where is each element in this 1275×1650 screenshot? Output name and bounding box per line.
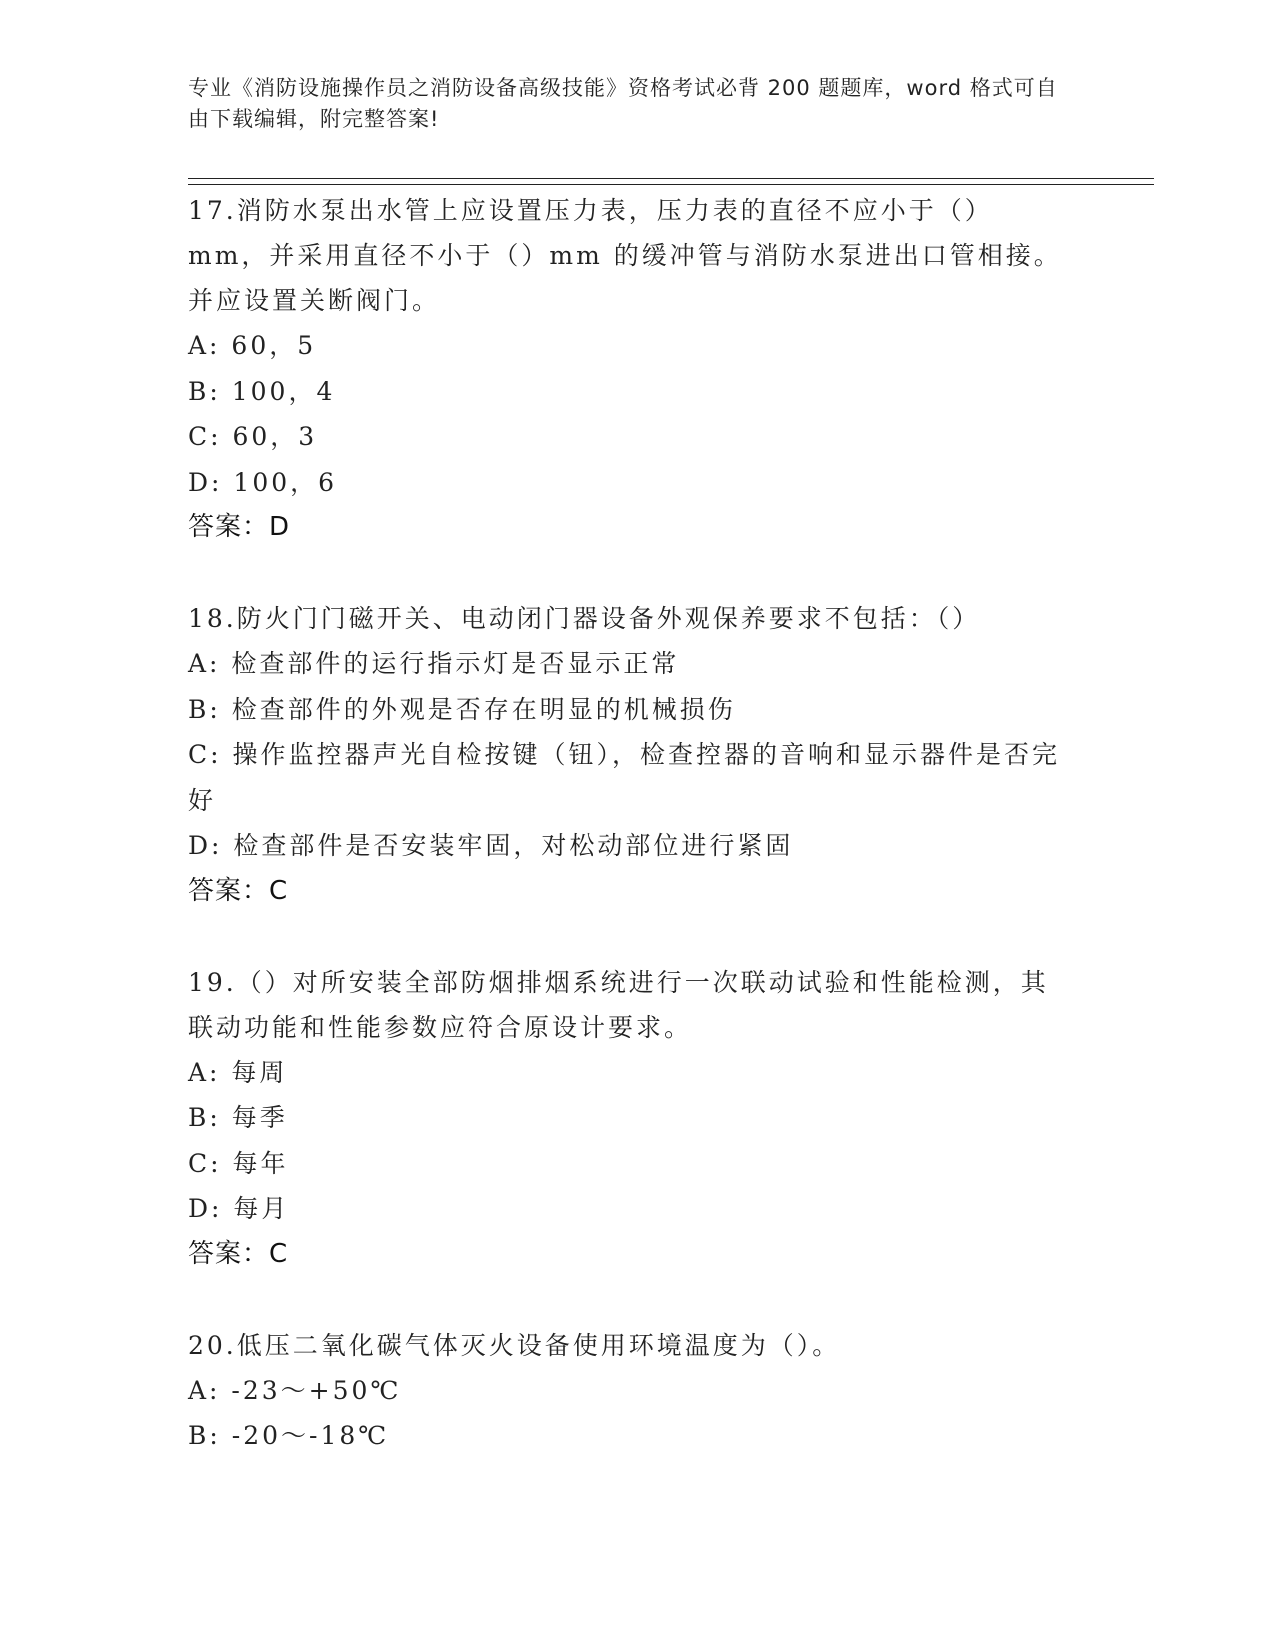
question-19 <box>188 960 1068 1277</box>
answer-label: 答案：D <box>188 512 291 542</box>
option-b: B: 100，4 <box>188 376 336 406</box>
option-c: C: 每年 <box>188 1148 289 1178</box>
option-a: A: 每周 <box>188 1057 288 1087</box>
document-title: 专业《消防设施操作员之消防设备高级技能》资格考试必背 200 题题库，word 格式可自由下载编辑，附完整答案! <box>188 76 1058 131</box>
question-17 <box>188 188 1068 550</box>
question-stem: 20.低压二氧化碳气体灭火设备使用环境温度为（）。 <box>188 1330 841 1360</box>
header-divider-bottom <box>188 184 1154 185</box>
question-20 <box>188 1323 1068 1459</box>
option-b: B: 检查部件的外观是否存在明显的机械损伤 <box>188 694 736 724</box>
question-18 <box>188 596 1068 914</box>
option-b: B: 每季 <box>188 1103 288 1132</box>
option-a: A: 60，5 <box>188 331 317 360</box>
option-d: D: 100，6 <box>188 467 338 497</box>
document-header <box>188 73 1068 135</box>
question-list <box>188 188 1068 1459</box>
option-c: C: 操作监控器声光自检按键（钮），检查控器的音响和显示器件是否完好 <box>188 740 1061 815</box>
option-c: C: 60，3 <box>188 422 318 451</box>
question-stem: 17.消防水泵出水管上应设置压力表，压力表的直径不应小于（）mm，并采用直径不小于（）mm 的缓冲管与消防水泵进出口管相接。并应设置关断阀门。 <box>188 196 1062 315</box>
header-divider-top <box>188 178 1154 179</box>
option-d: D: 每月 <box>188 1194 290 1223</box>
option-d: D: 检查部件是否安装牢固，对松动部位进行紧固 <box>188 831 794 860</box>
option-a: A: -23～+50℃ <box>188 1375 402 1405</box>
answer-label: 答案：C <box>188 875 289 906</box>
option-b: B: -20～-18℃ <box>188 1421 390 1450</box>
option-a: A: 检查部件的运行指示灯是否显示正常 <box>188 649 680 678</box>
answer-label: 答案：C <box>188 1238 289 1269</box>
question-stem: 19.（）对所安装全部防烟排烟系统进行一次联动试验和性能检测，其联动功能和性能参数应符合原设计要求。 <box>188 967 1049 1042</box>
question-stem: 18.防火门门磁开关、电动闭门器设备外观保养要求不包括：（） <box>188 604 981 633</box>
